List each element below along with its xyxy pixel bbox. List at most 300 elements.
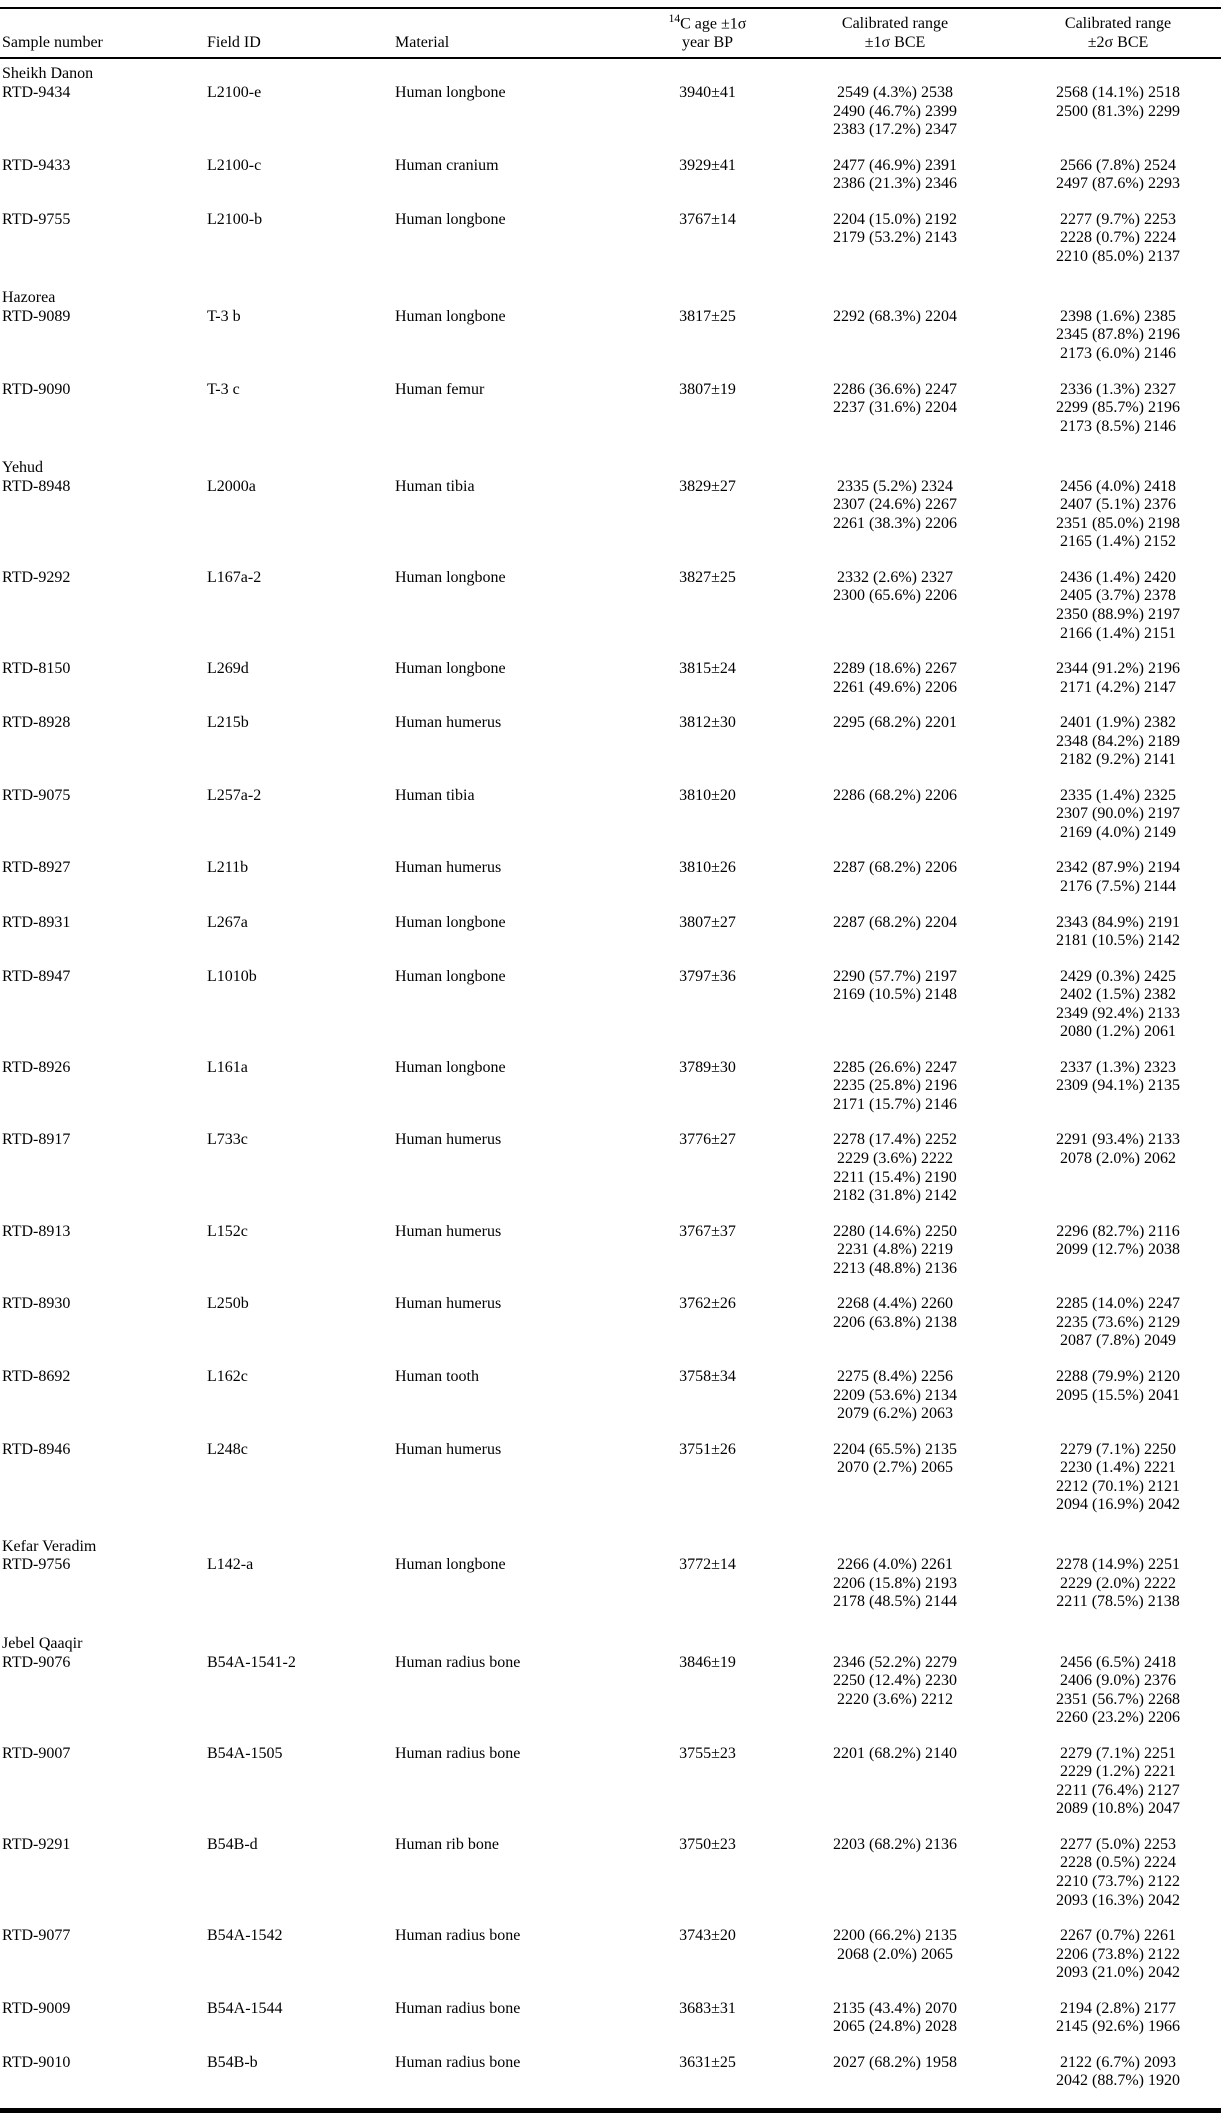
table-body	[0, 58, 1221, 2110]
field-id-cell: T-3 b	[207, 307, 241, 325]
cal-2sigma-cell	[1015, 1295, 1221, 1368]
material-cell: Human tibia	[395, 477, 475, 495]
table-row	[0, 1556, 1221, 1629]
c14-age-cell: 3751±26	[679, 1440, 736, 1458]
field-id-cell: L267a	[207, 913, 248, 931]
cal-range-line: 2200 (66.2%) 2135	[833, 1927, 957, 1945]
cal-2sigma-cell	[1015, 714, 1221, 787]
c14-age-cell: 3807±19	[679, 380, 736, 398]
c14-age-cell: 3683±31	[679, 1999, 736, 2017]
cal-range-line: 2279 (7.1%) 2251	[1060, 1744, 1176, 1762]
cal-range-line: 2335 (1.4%) 2325	[1060, 786, 1176, 804]
cal-range-line: 2230 (1.4%) 2221	[1060, 1459, 1176, 1477]
header-sample-number: Sample number	[0, 8, 207, 58]
sample-number-cell: RTD-8150	[2, 660, 71, 678]
cal-range-line: 2235 (25.8%) 2196	[833, 1077, 957, 1095]
table-row	[0, 1368, 1221, 1441]
header-cal-2sigma-line2: ±2σ BCE	[1087, 33, 1149, 51]
cal-range-line: 2279 (7.1%) 2250	[1060, 1440, 1176, 1458]
site-name: Kefar Veradim	[2, 1537, 97, 1555]
c14-age-cell: 3631±25	[679, 2053, 736, 2071]
table-row	[0, 968, 1221, 1059]
cal-range-line: 2351 (56.7%) 2268	[1056, 1690, 1180, 1708]
cal-2sigma-cell	[1015, 478, 1221, 569]
cal-range-line: 2287 (68.2%) 2206	[833, 859, 957, 877]
cal-range-line: 2275 (8.4%) 2256	[837, 1367, 953, 1385]
field-id-cell: L733c	[207, 1131, 248, 1149]
cal-range-line: 2268 (4.4%) 2260	[837, 1295, 953, 1313]
cal-2sigma-cell	[1015, 1654, 1221, 1745]
cal-range-line: 2287 (68.2%) 2204	[833, 913, 957, 931]
cal-range-line: 2209 (53.6%) 2134	[833, 1386, 957, 1404]
site-section-row	[0, 453, 1221, 478]
cal-range-line: 2027 (68.2%) 1958	[833, 2053, 957, 2071]
cal-1sigma-cell	[775, 1131, 1015, 1222]
cal-range-line: 2235 (73.6%) 2129	[1056, 1313, 1180, 1331]
c14-age-cell: 3776±27	[679, 1131, 736, 1149]
cal-range-line: 2094 (16.9%) 2042	[1056, 1496, 1180, 1514]
material-cell: Human humerus	[395, 859, 502, 877]
cal-range-line: 2295 (68.2%) 2201	[833, 714, 957, 732]
cal-range-line: 2261 (38.3%) 2206	[833, 514, 957, 532]
cal-range-line: 2336 (1.3%) 2327	[1060, 380, 1176, 398]
field-id-cell: B54B-d	[207, 1835, 258, 1853]
cal-1sigma-cell	[775, 1745, 1015, 1836]
cal-range-line: 2280 (14.6%) 2250	[833, 1222, 957, 1240]
cal-2sigma-cell	[1015, 157, 1221, 211]
c14-age-cell: 3758±34	[679, 1367, 736, 1385]
cal-range-line: 2286 (68.2%) 2206	[833, 786, 957, 804]
cal-range-line: 2070 (2.7%) 2065	[837, 1459, 953, 1477]
sample-number-cell: RTD-8927	[2, 859, 71, 877]
cal-2sigma-cell	[1015, 2054, 1221, 2111]
field-id-cell: L152c	[207, 1222, 248, 1240]
field-id-cell: B54A-1505	[207, 1744, 283, 1762]
table-row	[0, 569, 1221, 660]
field-id-cell: L2000a	[207, 477, 256, 495]
table-row	[0, 914, 1221, 968]
cal-range-line: 2171 (4.2%) 2147	[1060, 678, 1176, 696]
table-row	[0, 211, 1221, 284]
cal-range-line: 2212 (70.1%) 2121	[1056, 1477, 1180, 1495]
material-cell: Human humerus	[395, 1295, 502, 1313]
material-cell: Human humerus	[395, 1131, 502, 1149]
material-cell: Human radius bone	[395, 1999, 521, 2017]
header-cal-2sigma-line1: Calibrated range	[1064, 15, 1172, 33]
sample-number-cell: RTD-9090	[2, 380, 71, 398]
cal-range-line: 2169 (10.5%) 2148	[833, 986, 957, 1004]
cal-range-line: 2211 (78.5%) 2138	[1056, 1593, 1180, 1611]
cal-range-line: 2307 (24.6%) 2267	[833, 496, 957, 514]
site-name: Yehud	[2, 459, 44, 477]
cal-range-line: 2549 (4.3%) 2538	[837, 83, 953, 101]
cal-range-line: 2406 (9.0%) 2376	[1060, 1672, 1176, 1690]
sample-number-cell: RTD-8913	[2, 1222, 71, 1240]
cal-range-line: 2206 (15.8%) 2193	[833, 1574, 957, 1592]
cal-range-line: 2181 (10.5%) 2142	[1056, 932, 1180, 950]
cal-range-line: 2182 (9.2%) 2141	[1060, 751, 1176, 769]
cal-range-line: 2285 (26.6%) 2247	[833, 1058, 957, 1076]
c14-age-cell: 3812±30	[679, 714, 736, 732]
cal-range-line: 2299 (85.7%) 2196	[1056, 399, 1180, 417]
cal-range-line: 2349 (92.4%) 2133	[1056, 1004, 1180, 1022]
header-c14-age-text: C age ±1σ	[680, 15, 747, 33]
header-field-id: Field ID	[207, 8, 395, 58]
material-cell: Human longbone	[395, 1556, 506, 1574]
cal-range-line: 2335 (5.2%) 2324	[837, 477, 953, 495]
site-section-row	[0, 1629, 1221, 1654]
cal-1sigma-cell	[775, 569, 1015, 660]
cal-range-line: 2351 (85.0%) 2198	[1056, 514, 1180, 532]
cal-range-line: 2401 (1.9%) 2382	[1060, 714, 1176, 732]
cal-1sigma-cell	[775, 1654, 1015, 1745]
cal-2sigma-cell	[1015, 1836, 1221, 1927]
field-id-cell: L250b	[207, 1295, 249, 1313]
field-id-cell: L142-a	[207, 1556, 254, 1574]
cal-range-line: 2309 (94.1%) 2135	[1056, 1077, 1180, 1095]
cal-1sigma-cell	[775, 381, 1015, 454]
cal-range-line: 2089 (10.8%) 2047	[1056, 1800, 1180, 1818]
cal-range-line: 2332 (2.6%) 2327	[837, 568, 953, 586]
table-row	[0, 381, 1221, 454]
c14-age-cell: 3810±20	[679, 786, 736, 804]
cal-1sigma-cell	[775, 2054, 1015, 2111]
cal-2sigma-cell	[1015, 1927, 1221, 2000]
field-id-cell: T-3 c	[207, 380, 240, 398]
sample-number-cell: RTD-8926	[2, 1058, 71, 1076]
header-cal-1sigma	[775, 8, 1015, 58]
cal-range-line: 2078 (2.0%) 2062	[1060, 1150, 1176, 1168]
cal-1sigma-cell	[775, 1295, 1015, 1368]
cal-1sigma-cell	[775, 714, 1015, 787]
field-id-cell: B54A-1544	[207, 1999, 283, 2017]
cal-range-line: 2228 (0.7%) 2224	[1060, 229, 1176, 247]
cal-1sigma-cell	[775, 1059, 1015, 1132]
cal-range-line: 2194 (2.8%) 2177	[1060, 1999, 1176, 2017]
cal-2sigma-cell	[1015, 1131, 1221, 1222]
cal-range-line: 2266 (4.0%) 2261	[837, 1556, 953, 1574]
material-cell: Human femur	[395, 380, 485, 398]
sample-number-cell: RTD-9010	[2, 2053, 71, 2071]
cal-1sigma-cell	[775, 1441, 1015, 1532]
table-row	[0, 1059, 1221, 1132]
cal-range-line: 2285 (14.0%) 2247	[1056, 1295, 1180, 1313]
field-id-cell: L2100-b	[207, 210, 263, 228]
cal-range-line: 2429 (0.3%) 2425	[1060, 967, 1176, 985]
cal-range-line: 2145 (92.6%) 1966	[1056, 2018, 1180, 2036]
cal-range-line: 2228 (0.5%) 2224	[1060, 1854, 1176, 1872]
c14-age-cell: 3940±41	[679, 83, 736, 101]
cal-range-line: 2288 (79.9%) 2120	[1056, 1367, 1180, 1385]
c14-age-cell: 3846±19	[679, 1653, 736, 1671]
cal-1sigma-cell	[775, 2000, 1015, 2054]
header-material: Material	[395, 8, 640, 58]
cal-range-line: 2436 (1.4%) 2420	[1060, 568, 1176, 586]
cal-range-line: 2398 (1.6%) 2385	[1060, 307, 1176, 325]
cal-range-line: 2042 (88.7%) 1920	[1056, 2072, 1180, 2090]
field-id-cell: L215b	[207, 714, 249, 732]
cal-range-line: 2176 (7.5%) 2144	[1060, 878, 1176, 896]
cal-2sigma-cell	[1015, 569, 1221, 660]
cal-range-line: 2169 (4.0%) 2149	[1060, 823, 1176, 841]
cal-range-line: 2383 (17.2%) 2347	[833, 121, 957, 139]
field-id-cell: B54A-1542	[207, 1927, 283, 1945]
field-id-cell: L269d	[207, 660, 249, 678]
sample-number-cell: RTD-9009	[2, 1999, 71, 2017]
sample-number-cell: RTD-8947	[2, 967, 71, 985]
table-row	[0, 157, 1221, 211]
field-id-cell: L167a-2	[207, 568, 262, 586]
cal-range-line: 2267 (0.7%) 2261	[1060, 1927, 1176, 1945]
material-cell: Human humerus	[395, 1440, 502, 1458]
header-c14-age	[640, 8, 775, 58]
cal-range-line: 2237 (31.6%) 2204	[833, 399, 957, 417]
header-c14-age-line2: year BP	[681, 33, 734, 51]
c14-age-cell: 3797±36	[679, 967, 736, 985]
cal-2sigma-cell	[1015, 1223, 1221, 1296]
material-cell: Human rib bone	[395, 1835, 499, 1853]
cal-range-line: 2220 (3.6%) 2212	[837, 1690, 953, 1708]
table-row	[0, 660, 1221, 714]
cal-range-line: 2456 (4.0%) 2418	[1060, 477, 1176, 495]
table-header	[0, 8, 1221, 58]
c14-age-cell: 3827±25	[679, 568, 736, 586]
material-cell: Human longbone	[395, 913, 506, 931]
sample-number-cell: RTD-9076	[2, 1653, 71, 1671]
cal-range-line: 2065 (24.8%) 2028	[833, 2018, 957, 2036]
radiocarbon-dates-table	[0, 7, 1221, 2113]
material-cell: Human longbone	[395, 967, 506, 985]
table-row	[0, 2054, 1221, 2111]
field-id-cell: L162c	[207, 1367, 248, 1385]
c14-age-cell: 3817±25	[679, 307, 736, 325]
header-cal-1sigma-line1: Calibrated range	[841, 15, 949, 33]
cal-1sigma-cell	[775, 1927, 1015, 2000]
cal-range-line: 2213 (48.8%) 2136	[833, 1259, 957, 1277]
cal-range-line: 2278 (14.9%) 2251	[1056, 1556, 1180, 1574]
cal-range-line: 2342 (87.9%) 2194	[1056, 859, 1180, 877]
material-cell: Human radius bone	[395, 1744, 521, 1762]
material-cell: Human longbone	[395, 568, 506, 586]
sample-number-cell: RTD-9291	[2, 1835, 71, 1853]
cal-2sigma-cell	[1015, 914, 1221, 968]
table-row	[0, 1441, 1221, 1532]
cal-range-line: 2173 (8.5%) 2146	[1060, 417, 1176, 435]
cal-range-line: 2087 (7.8%) 2049	[1060, 1332, 1176, 1350]
cal-2sigma-cell	[1015, 968, 1221, 1059]
cal-1sigma-cell	[775, 968, 1015, 1059]
table-row	[0, 2000, 1221, 2054]
cal-1sigma-cell	[775, 478, 1015, 569]
cal-range-line: 2568 (14.1%) 2518	[1056, 83, 1180, 101]
cal-range-line: 2229 (1.2%) 2221	[1060, 1763, 1176, 1781]
table-row	[0, 1745, 1221, 1836]
sample-number-cell: RTD-8946	[2, 1440, 71, 1458]
cal-range-line: 2497 (87.6%) 2293	[1056, 175, 1180, 193]
sample-number-cell: RTD-8928	[2, 714, 71, 732]
c14-age-cell: 3772±14	[679, 1556, 736, 1574]
sample-number-cell: RTD-8948	[2, 477, 71, 495]
cal-range-line: 2307 (90.0%) 2197	[1056, 805, 1180, 823]
cal-1sigma-cell	[775, 1556, 1015, 1629]
cal-range-line: 2407 (5.1%) 2376	[1060, 496, 1176, 514]
table-row	[0, 1295, 1221, 1368]
table-row	[0, 1223, 1221, 1296]
cal-range-line: 2290 (57.7%) 2197	[833, 967, 957, 985]
sample-number-cell: RTD-8930	[2, 1295, 71, 1313]
material-cell: Human cranium	[395, 156, 499, 174]
c14-age-cell: 3815±24	[679, 660, 736, 678]
cal-range-line: 2292 (68.3%) 2204	[833, 307, 957, 325]
field-id-cell: L2100-c	[207, 156, 262, 174]
cal-range-line: 2099 (12.7%) 2038	[1056, 1241, 1180, 1259]
cal-range-line: 2456 (6.5%) 2418	[1060, 1653, 1176, 1671]
cal-range-line: 2079 (6.2%) 2063	[837, 1405, 953, 1423]
site-section-row	[0, 58, 1221, 84]
field-id-cell: L257a-2	[207, 786, 262, 804]
cal-range-line: 2229 (3.6%) 2222	[837, 1150, 953, 1168]
sample-number-cell: RTD-9089	[2, 307, 71, 325]
material-cell: Human longbone	[395, 660, 506, 678]
cal-range-line: 2171 (15.7%) 2146	[833, 1095, 957, 1113]
c14-age-cell: 3807±27	[679, 913, 736, 931]
sample-number-cell: RTD-8917	[2, 1131, 71, 1149]
c14-age-cell: 3810±26	[679, 859, 736, 877]
cal-range-line: 2289 (18.6%) 2267	[833, 660, 957, 678]
sample-number-cell: RTD-9292	[2, 568, 71, 586]
cal-range-line: 2277 (9.7%) 2253	[1060, 210, 1176, 228]
cal-range-line: 2277 (5.0%) 2253	[1060, 1835, 1176, 1853]
cal-1sigma-cell	[775, 859, 1015, 913]
material-cell: Human longbone	[395, 83, 506, 101]
table-row	[0, 714, 1221, 787]
c14-age-cell: 3929±41	[679, 156, 736, 174]
cal-range-line: 2291 (93.4%) 2133	[1056, 1131, 1180, 1149]
cal-2sigma-cell	[1015, 2000, 1221, 2054]
sample-number-cell: RTD-9756	[2, 1556, 71, 1574]
cal-range-line: 2204 (15.0%) 2192	[833, 210, 957, 228]
cal-range-line: 2337 (1.3%) 2323	[1060, 1058, 1176, 1076]
cal-range-line: 2182 (31.8%) 2142	[833, 1187, 957, 1205]
table-row	[0, 1131, 1221, 1222]
cal-range-line: 2210 (85.0%) 2137	[1056, 247, 1180, 265]
table-row	[0, 859, 1221, 913]
cal-range-line: 2386 (21.3%) 2346	[833, 175, 957, 193]
cal-1sigma-cell	[775, 157, 1015, 211]
cal-range-line: 2300 (65.6%) 2206	[833, 587, 957, 605]
cal-range-line: 2231 (4.8%) 2219	[837, 1241, 953, 1259]
c14-superscript: 14	[668, 13, 681, 25]
cal-range-line: 2122 (6.7%) 2093	[1060, 2053, 1176, 2071]
sample-number-cell: RTD-9077	[2, 1927, 71, 1945]
cal-range-line: 2477 (46.9%) 2391	[833, 156, 957, 174]
c14-age-cell: 3789±30	[679, 1058, 736, 1076]
cal-range-line: 2080 (1.2%) 2061	[1060, 1023, 1176, 1041]
header-cal-2sigma	[1015, 8, 1221, 58]
cal-range-line: 2345 (87.8%) 2196	[1056, 326, 1180, 344]
table-row	[0, 84, 1221, 157]
cal-range-line: 2229 (2.0%) 2222	[1060, 1574, 1176, 1592]
cal-2sigma-cell	[1015, 859, 1221, 913]
cal-range-line: 2211 (15.4%) 2190	[833, 1168, 957, 1186]
site-name: Jebel Qaaqir	[2, 1634, 83, 1652]
site-name: Hazorea	[2, 289, 56, 307]
cal-range-line: 2206 (73.8%) 2122	[1056, 1945, 1180, 1963]
cal-2sigma-cell	[1015, 308, 1221, 381]
material-cell: Human radius bone	[395, 1927, 521, 1945]
material-cell: Human tibia	[395, 786, 475, 804]
sample-number-cell: RTD-9075	[2, 786, 71, 804]
cal-1sigma-cell	[775, 211, 1015, 284]
cal-range-line: 2211 (76.4%) 2127	[1056, 1781, 1180, 1799]
cal-range-line: 2068 (2.0%) 2065	[837, 1945, 953, 1963]
cal-1sigma-cell	[775, 787, 1015, 860]
material-cell: Human radius bone	[395, 1653, 521, 1671]
site-name: Sheikh Danon	[2, 65, 94, 83]
site-section-row	[0, 1532, 1221, 1557]
cal-range-line: 2350 (88.9%) 2197	[1056, 606, 1180, 623]
cal-1sigma-cell	[775, 84, 1015, 157]
field-id-cell: L2100-e	[207, 83, 262, 101]
header-c14-age-line1	[640, 13, 775, 34]
cal-1sigma-cell	[775, 1836, 1015, 1927]
cal-range-line: 2210 (73.7%) 2122	[1056, 1872, 1180, 1890]
cal-2sigma-cell	[1015, 660, 1221, 714]
cal-range-line: 2490 (46.7%) 2399	[833, 102, 957, 120]
cal-2sigma-cell	[1015, 84, 1221, 157]
cal-range-line: 2500 (81.3%) 2299	[1056, 102, 1180, 120]
cal-2sigma-cell	[1015, 1059, 1221, 1132]
field-id-cell: L161a	[207, 1058, 248, 1076]
cal-range-line: 2260 (23.2%) 2206	[1056, 1709, 1180, 1727]
sample-number-cell: RTD-8931	[2, 913, 71, 931]
c14-age-cell: 3767±14	[679, 210, 736, 228]
field-id-cell: L211b	[207, 859, 249, 877]
field-id-cell: B54B-b	[207, 2053, 258, 2071]
table-row	[0, 787, 1221, 860]
cal-range-line: 2135 (43.4%) 2070	[833, 1999, 957, 2017]
cal-range-line: 2165 (1.4%) 2152	[1060, 533, 1176, 551]
table-row	[0, 478, 1221, 569]
site-section-row	[0, 283, 1221, 308]
cal-1sigma-cell	[775, 660, 1015, 714]
c14-age-cell: 3750±23	[679, 1835, 736, 1853]
cal-range-line: 2204 (65.5%) 2135	[833, 1440, 957, 1458]
table-row	[0, 1836, 1221, 1927]
cal-1sigma-cell	[775, 308, 1015, 381]
sample-number-cell: RTD-9755	[2, 210, 71, 228]
field-id-cell: L248c	[207, 1440, 248, 1458]
cal-range-line: 2261 (49.6%) 2206	[833, 678, 957, 696]
field-id-cell: B54A-1541-2	[207, 1653, 296, 1671]
cal-range-line: 2178 (48.5%) 2144	[833, 1593, 957, 1611]
header-row	[0, 8, 1221, 58]
c14-age-cell: 3767±37	[679, 1222, 736, 1240]
cal-range-line: 2201 (68.2%) 2140	[833, 1744, 957, 1762]
cal-range-line: 2346 (52.2%) 2279	[833, 1653, 957, 1671]
cal-range-line: 2093 (21.0%) 2042	[1056, 1964, 1180, 1982]
cal-range-line: 2344 (91.2%) 2196	[1056, 660, 1180, 678]
cal-2sigma-cell	[1015, 787, 1221, 860]
material-cell: Human humerus	[395, 1222, 502, 1240]
cal-range-line: 2566 (7.8%) 2524	[1060, 156, 1176, 174]
material-cell: Human longbone	[395, 1058, 506, 1076]
cal-range-line: 2286 (36.6%) 2247	[833, 380, 957, 398]
sample-number-cell: RTD-9434	[2, 83, 71, 101]
field-id-cell: L1010b	[207, 967, 257, 985]
cal-range-line: 2278 (17.4%) 2252	[833, 1131, 957, 1149]
sample-number-cell: RTD-8692	[2, 1367, 71, 1385]
